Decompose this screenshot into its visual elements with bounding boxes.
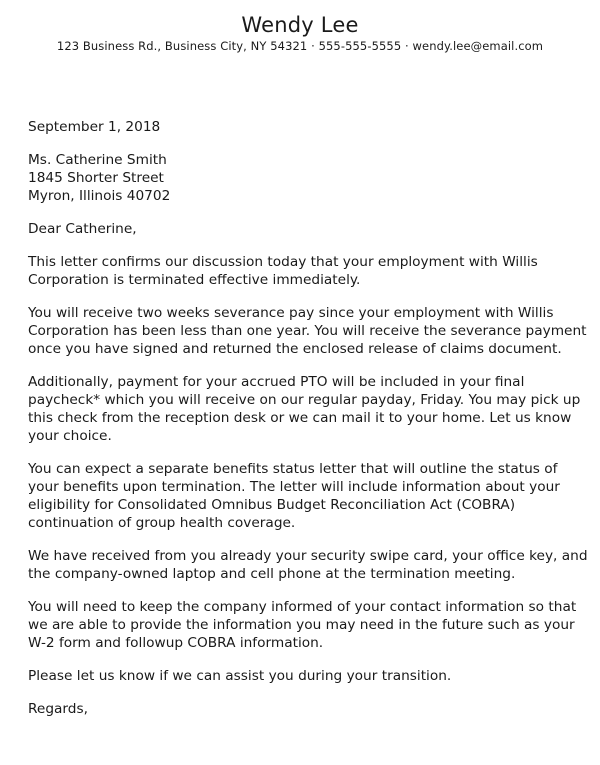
paragraph-pto: Additionally, payment for your accrued PTO will be included in your final paycheck* which you will receive on our regular payday, Friday. You may pick up this check from the reception desk or we can mail it to your home. Let us know your choice. — [28, 374, 581, 444]
salutation: Dear Catherine, — [28, 221, 137, 237]
paragraph-returned-items: We have received from you already your security swipe card, your office key, and the company-owned laptop and cell phone at the termination meeting. — [28, 548, 588, 582]
paragraph-contact-info: You will need to keep the company informed of your contact information so that we are able to provide the information you may need in the future such as your W-2 form and followup COBRA information. — [28, 599, 577, 651]
letter-body — [28, 118, 588, 733]
paragraph-severance: You will receive two weeks severance pay since your employment with Willis Corporation has been less than one year. You will receive the severance payment once you have signed and returned the enclosed release of claims document. — [28, 305, 587, 357]
closing: Regards, — [28, 701, 88, 717]
recipient-address — [28, 151, 588, 205]
recipient-street: 1845 Shorter Street — [28, 170, 164, 186]
paragraph-benefits: You can expect a separate benefits status letter that will outline the status of your benefits upon termination. The letter will include information about your eligibility for Consolidated Omnibus Budget Reconciliation Act (COBRA) continuation of group health coverage. — [28, 461, 560, 531]
recipient-city: Myron, Illinois 40702 — [28, 188, 171, 204]
sender-contact-line: 123 Business Rd., Business City, NY 54321 · 555-555-5555 · wendy.lee@email.com — [56, 39, 544, 53]
sender-name: Wendy Lee — [241, 13, 359, 37]
recipient-name: Ms. Catherine Smith — [28, 152, 167, 168]
letter-date: September 1, 2018 — [28, 119, 161, 135]
paragraph-assistance: Please let us know if we can assist you during your transition. — [28, 668, 452, 684]
paragraph-confirmation: This letter confirms our discussion today that your employment with Willis Corporation is terminated effective immediately. — [28, 254, 538, 288]
letterhead — [0, 0, 600, 53]
